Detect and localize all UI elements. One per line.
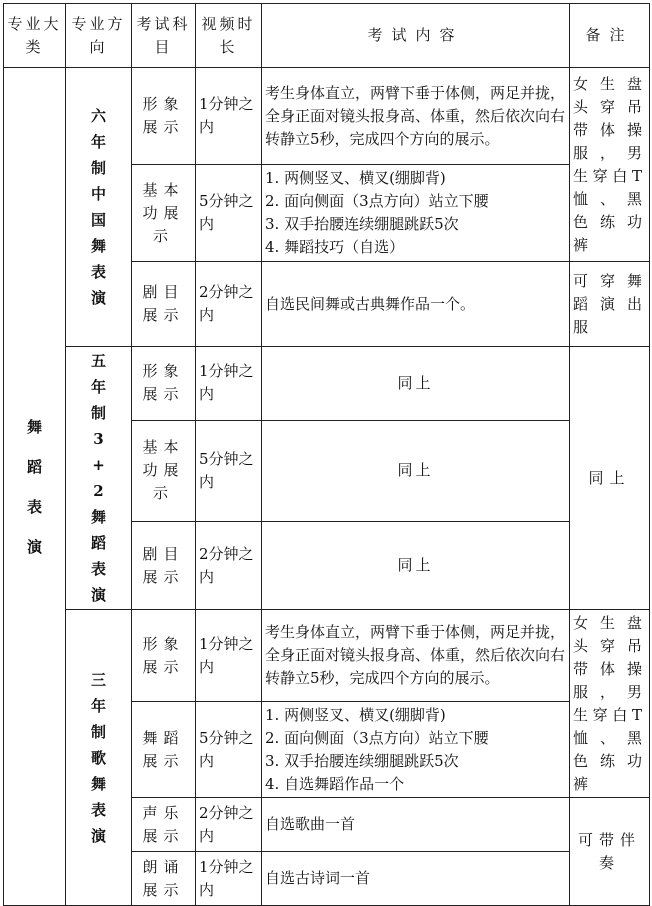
note-cell: 同上 [570,347,650,610]
header-row [4,4,650,68]
subject-cell: 声乐展示 [132,798,196,852]
content-cell: 同上 [262,347,570,421]
subject-cell: 形象展示 [132,68,196,165]
header-subject: 考试科目 [132,4,196,68]
duration-cell: 2分钟之内 [196,798,262,852]
subject-cell: 剧目展示 [132,522,196,610]
header-content: 考试内容 [262,4,570,68]
duration-cell: 1分钟之内 [196,852,262,906]
duration-cell: 1分钟之内 [196,68,262,165]
content-cell: 考生身体直立，两臂下垂于体侧，两足并拢，全身正面对镜头报身高、体重，然后依次向右转静立5秒，完成四个方向的展示。 [262,68,570,165]
direction-cell [66,68,132,347]
table-row [4,610,650,702]
table-row [4,68,650,165]
subject-cell: 基本功展示 [132,165,196,262]
content-line: 1. 两侧竖叉、横叉(绷脚背) [265,169,446,187]
duration-cell: 1分钟之内 [196,610,262,702]
direction-label: 五年制3+2舞蹈表演 [90,352,106,604]
content-cell [262,165,570,262]
header-category: 专业大类 [4,4,66,68]
note-cell: 女生盘头穿吊带体操服，男生穿白T恤、黑色练功裤 [570,68,650,262]
note-cell: 可带伴奏 [570,798,650,906]
category-label: 舞蹈表演 [26,417,42,556]
table-row [4,347,650,421]
content-line: 2. 面向侧面（3点方向）站立下腰 [265,728,489,747]
content-cell [262,702,570,798]
header-duration: 视频时长 [196,4,262,68]
category-cell [4,68,66,906]
direction-cell [66,610,132,906]
duration-cell: 1分钟之内 [196,347,262,421]
duration-cell: 5分钟之内 [196,165,262,262]
duration-cell: 5分钟之内 [196,702,262,798]
direction-cell [66,347,132,610]
content-cell: 自选民间舞或古典舞作品一个。 [262,262,570,347]
subject-cell: 基本功展示 [132,420,196,522]
duration-cell: 5分钟之内 [196,420,262,522]
subject-cell: 剧目展示 [132,262,196,347]
content-cell: 同上 [262,420,570,522]
content-line: 4. 舞蹈技巧（自选） [265,238,405,256]
content-line: 3. 双手抬腰连续绷腿跳跃5次 [265,751,459,770]
content-line: 4. 自选舞蹈作品一个 [265,774,405,793]
note-cell: 女生盘头穿吊带体操服，男生穿白T恤、黑色练功裤 [570,610,650,798]
duration-cell: 2分钟之内 [196,262,262,347]
content-line: 1. 两侧竖叉、横叉(绷脚背) [265,705,446,724]
content-cell: 考生身体直立，两臂下垂于体侧，两足并拢，全身正面对镜头报身高、体重，然后依次向右转静立5秒，完成四个方向的展示。 [262,610,570,702]
content-line: 3. 双手抬腰连续绷腿跳跃5次 [265,215,459,233]
note-cell: 可穿舞蹈演出服 [570,262,650,347]
subject-cell: 舞蹈展示 [132,702,196,798]
content-cell: 自选歌曲一首 [262,798,570,852]
subject-cell: 朗诵展示 [132,852,196,906]
content-line: 2. 面向侧面（3点方向）站立下腰 [265,192,489,210]
direction-label: 三年制歌舞表演 [90,670,106,845]
content-cell: 同上 [262,522,570,610]
header-note: 备注 [570,4,650,68]
subject-cell: 形象展示 [132,610,196,702]
content-cell: 自选古诗词一首 [262,852,570,906]
direction-label: 六年制中国舞表演 [90,107,106,307]
subject-cell: 形象展示 [132,347,196,421]
duration-cell: 2分钟之内 [196,522,262,610]
header-direction: 专业方向 [66,4,132,68]
exam-requirements-table [3,3,650,906]
